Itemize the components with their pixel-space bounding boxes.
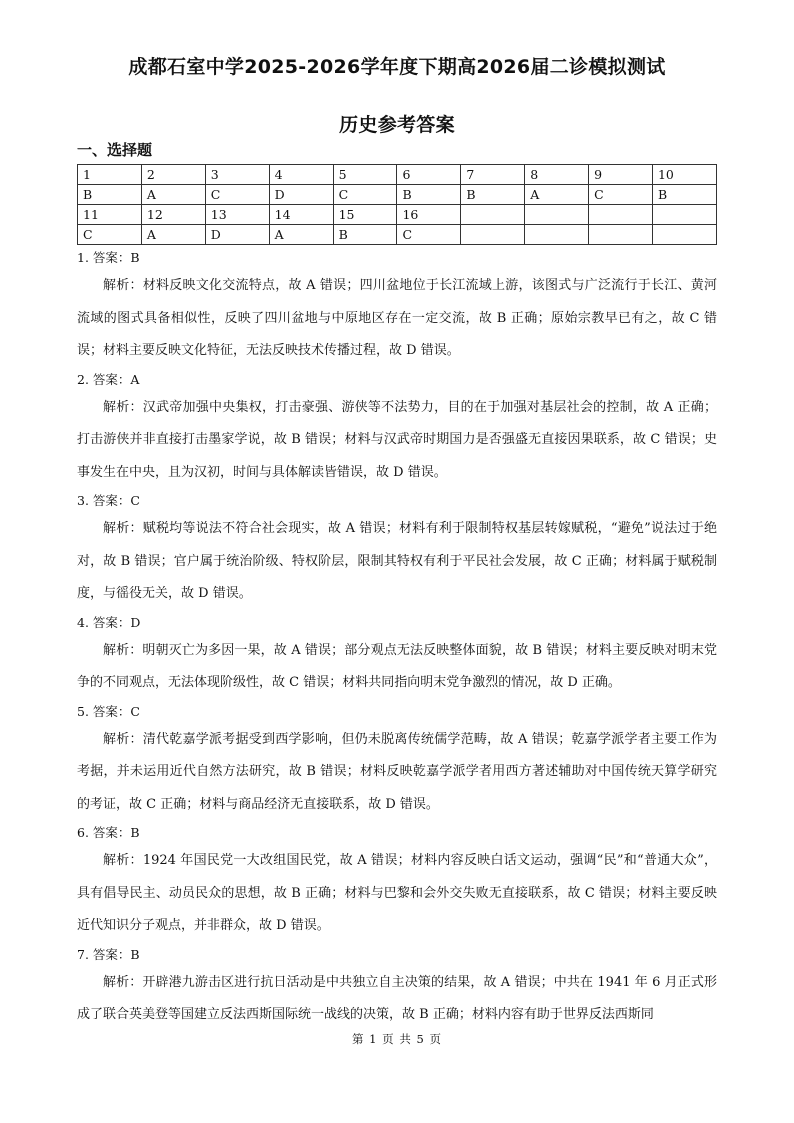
table-cell — [589, 225, 653, 245]
table-cell: B — [397, 185, 461, 205]
table-cell: C — [78, 225, 142, 245]
answer-line: 6. 答案：B — [77, 825, 140, 840]
table-cell: 7 — [461, 165, 525, 185]
table-cell: C — [589, 185, 653, 205]
table-row — [78, 185, 717, 205]
section-heading: 一、选择题 — [77, 141, 153, 159]
analysis-text: 解析：材料反映文化交流特点，故 A 错误；四川盆地位于长江流域上游，该图式与广泛流行于长江、黄河流域的图式具备相似性，反映了四川盆地与中原地区存在一定交流，故 B 正确；原始宗教早已有之，故 C 错误；材料主要反映文化特征，无法反映技术传播过程，故 D 错误。 — [77, 278, 717, 358]
table-cell: 8 — [525, 165, 589, 185]
answer-line: 2. 答案：A — [77, 371, 140, 387]
table-cell — [652, 225, 716, 245]
table-cell: A — [269, 225, 333, 245]
table-cell: B — [78, 185, 142, 205]
table-cell: D — [205, 225, 269, 245]
document-title: 成都石室中学2025-2026学年度下期高2026届二诊模拟测试 — [128, 56, 666, 78]
answer-line: 7. 答案：B — [77, 946, 140, 962]
table-cell: 6 — [397, 165, 461, 185]
answer-line: 4. 答案：D — [77, 614, 141, 630]
analysis-text: 解析：1924 年国民党一大改组国民党，故 A 错误；材料内容反映白话文运动，强调“民”和“普通大众”，具有倡导民主、动员民众的思想，故 B 正确；材料与巴黎和会外交失败无直接联系，故 C 错误；材料主要反映近代知识分子观点，并非群众，故 D 错误。 — [77, 853, 717, 933]
answer-item — [77, 246, 717, 368]
table-cell: 12 — [141, 205, 205, 225]
table-cell — [652, 205, 716, 225]
table-cell: B — [461, 185, 525, 205]
answer-line: 1. 答案：B — [77, 250, 140, 265]
table-cell — [589, 205, 653, 225]
analysis-text: 解析：赋税均等说法不符合社会现实，故 A 错误；材料有利于限制特权基层转嫁赋税，“避免”说法过于绝对，故 B 错误；官户属于统治阶级、特权阶层，限制其特权有利于平民社会发展，故 C 正确；材料属于赋税制度，与徭役无关，故 D 错误。 — [77, 521, 717, 601]
document-subtitle: 历史参考答案 — [339, 114, 455, 136]
answer-table — [77, 164, 717, 245]
table-cell: 5 — [333, 165, 397, 185]
page-number: 第 1 页 共 5 页 — [352, 1032, 442, 1046]
table-cell: 16 — [397, 205, 461, 225]
table-cell: 9 — [589, 165, 653, 185]
table-cell: A — [141, 225, 205, 245]
table-cell: 4 — [269, 165, 333, 185]
table-cell: 2 — [141, 165, 205, 185]
analysis-text: 解析：明朝灭亡为多因一果，故 A 错误；部分观点无法反映整体面貌，故 B 错误；材料主要反映对明末党争的不同观点，无法体现阶级性，故 C 错误；材料共同指向明末党争激烈的情况，故 D 正确。 — [77, 642, 717, 690]
table-cell: 14 — [269, 205, 333, 225]
table-cell — [461, 225, 525, 245]
answer-item — [77, 943, 717, 1032]
table-cell — [525, 225, 589, 245]
table-row — [78, 225, 717, 245]
table-row — [78, 165, 717, 185]
table-cell — [525, 205, 589, 225]
answer-item — [77, 821, 717, 943]
analysis-text: 解析：汉武帝加强中央集权，打击豪强、游侠等不法势力，目的在于加强对基层社会的控制，故 A 正确；打击游侠并非直接打击墨家学说，故 B 错误；材料与汉武帝时期国力是否强盛无直接因果联系，故 C 错误；史事发生在中央，且为汉初，时间与具体解读皆错误，故 D 错误。 — [77, 399, 717, 480]
answer-item — [77, 611, 717, 700]
table-cell: 15 — [333, 205, 397, 225]
table-cell: 1 — [78, 165, 142, 185]
answer-item — [77, 489, 717, 611]
answer-line: 3. 答案：C — [77, 493, 140, 508]
table-cell: 13 — [205, 205, 269, 225]
table-cell — [461, 205, 525, 225]
table-cell: 3 — [205, 165, 269, 185]
table-cell: A — [525, 185, 589, 205]
table-cell: D — [269, 185, 333, 205]
table-row — [78, 205, 717, 225]
answer-line: 5. 答案：C — [77, 703, 140, 719]
table-cell: A — [141, 185, 205, 205]
answer-explanations — [77, 246, 717, 1032]
table-cell: B — [652, 185, 716, 205]
table-cell: 11 — [78, 205, 142, 225]
analysis-text: 解析：清代乾嘉学派考据受到西学影响，但仍未脱离传统儒学范畴，故 A 错误；乾嘉学派学者主要工作为考据，并未运用近代自然方法研究，故 B 错误；材料反映乾嘉学派学者用西方著述辅助对中国传统天算学研究的考证，故 C 正确；材料与商品经济无直接联系，故 D 错误。 — [77, 731, 717, 812]
table-cell: C — [205, 185, 269, 205]
analysis-text: 解析：开辟港九游击区进行抗日活动是中共独立自主决策的结果，故 A 错误；中共在 1941 年 6 月正式形成了联合英美登等国建立反法西斯国际统一战线的决策，故 B 正确；材料内容有助于世界反法西斯同 — [77, 974, 717, 1022]
table-cell: C — [333, 185, 397, 205]
table-cell: 10 — [652, 165, 716, 185]
table-cell: B — [333, 225, 397, 245]
answer-item — [77, 700, 717, 822]
table-cell: C — [397, 225, 461, 245]
answer-item — [77, 368, 717, 490]
